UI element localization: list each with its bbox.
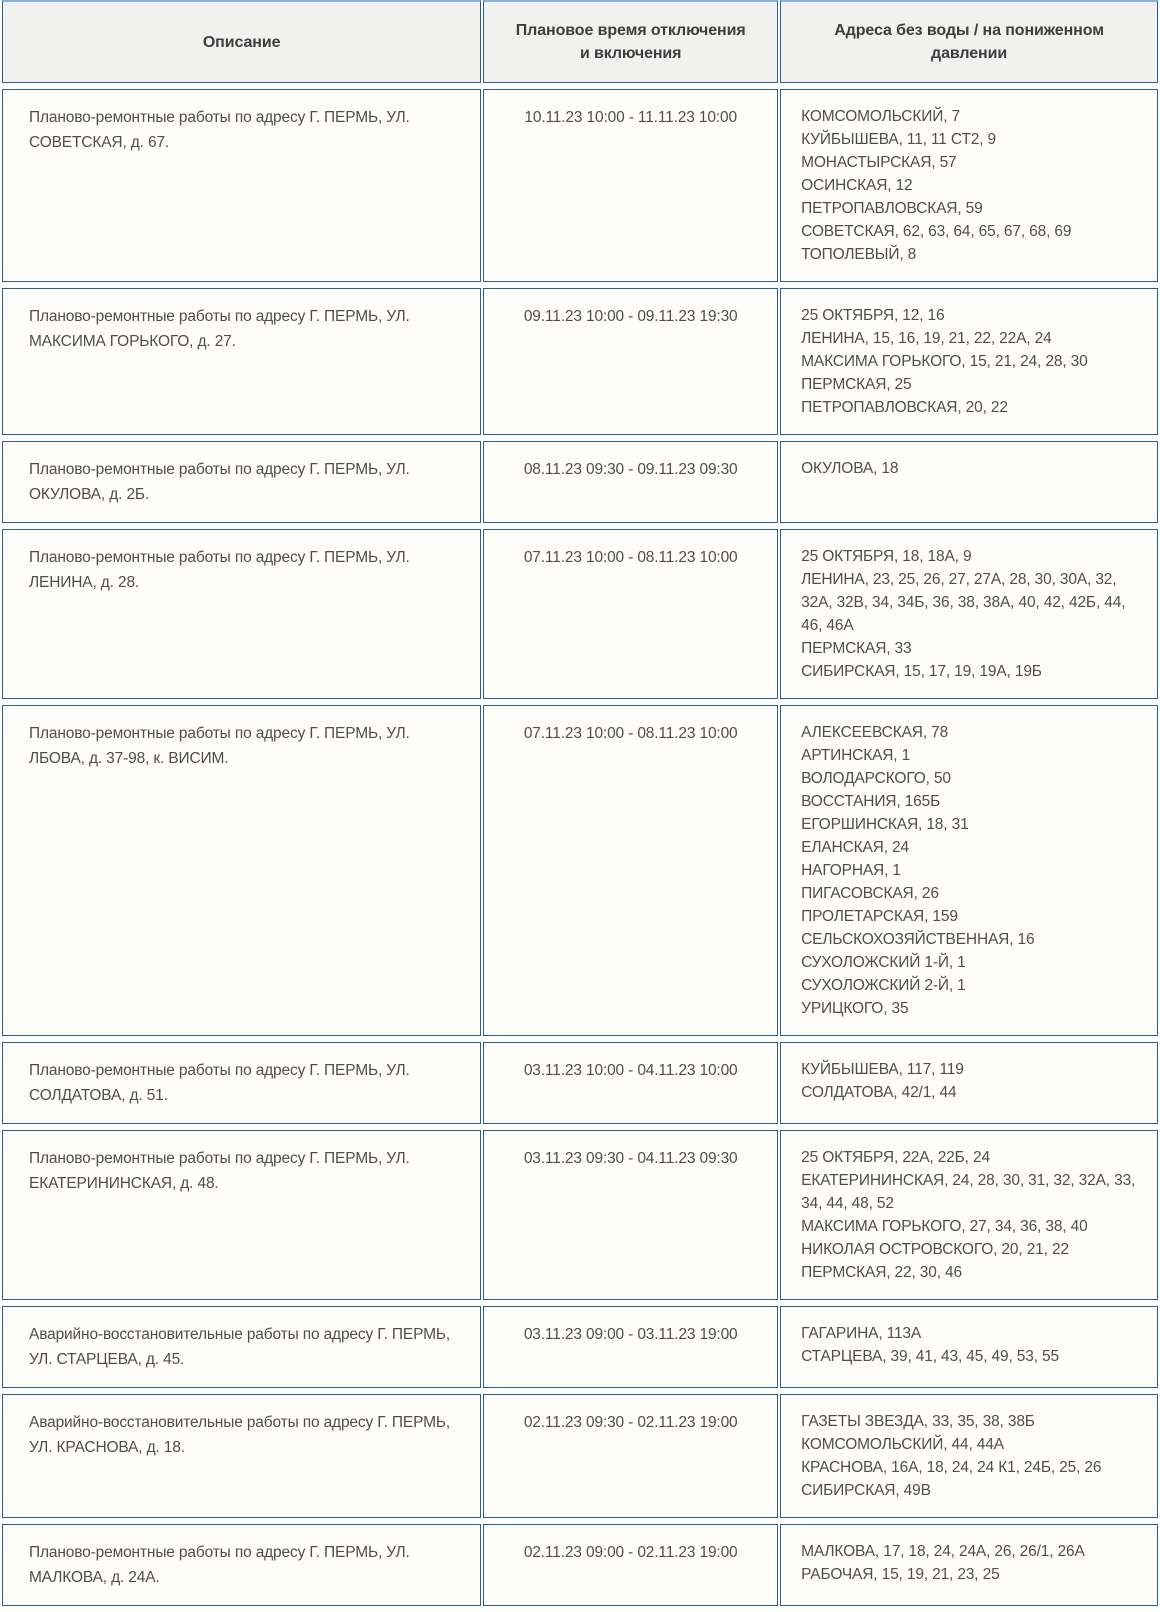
column-header-time: Плановое время отключения и включения	[483, 0, 778, 83]
outage-description: Аварийно-восстановительные работы по адресу Г. ПЕРМЬ, УЛ. СТАРЦЕВА, д. 45.	[2, 1306, 481, 1388]
address-line: ВОССТАНИЯ, 165Б	[801, 793, 941, 810]
outage-description: Планово-ремонтные работы по адресу Г. ПЕРМЬ, УЛ. МАКСИМА ГОРЬКОГО, д. 27.	[2, 288, 481, 435]
address-line: АРТИНСКАЯ, 1	[801, 747, 911, 764]
outage-row	[2, 1130, 1158, 1300]
column-header-description: Описание	[2, 0, 481, 83]
address-line: АЛЕКСЕЕВСКАЯ, 78	[801, 724, 949, 741]
outage-row	[2, 89, 1158, 282]
outage-description: Аварийно-восстановительные работы по адресу Г. ПЕРМЬ, УЛ. КРАСНОВА, д. 18.	[2, 1394, 481, 1518]
outage-row	[2, 1394, 1158, 1518]
address-line: КРАСНОВА, 16А, 18, 24, 24 К1, 24Б, 25, 26	[801, 1459, 1102, 1476]
address-line: ЛЕНИНА, 23, 25, 26, 27, 27А, 28, 30, 30А, 32, 32А, 32В, 34, 34Б, 36, 38, 38А, 40, 42, 42Б, 44, 46, 46А	[801, 571, 1126, 634]
address-line: ПЕРМСКАЯ, 25	[801, 376, 912, 393]
header-row	[2, 0, 1158, 83]
outage-row	[2, 705, 1158, 1036]
address-line: ВОЛОДАРСКОГО, 50	[801, 770, 951, 787]
outage-description: Планово-ремонтные работы по адресу Г. ПЕРМЬ, УЛ. ЛЕНИНА, д. 28.	[2, 529, 481, 699]
table-body	[2, 89, 1158, 1606]
outage-description: Планово-ремонтные работы по адресу Г. ПЕРМЬ, УЛ. ЛБОВА, д. 37-98, к. ВИСИМ.	[2, 705, 481, 1036]
address-line: МАКСИМА ГОРЬКОГО, 27, 34, 36, 38, 40	[801, 1218, 1088, 1235]
outage-address-list	[780, 288, 1158, 435]
address-line: 25 ОКТЯБРЯ, 12, 16	[801, 307, 945, 324]
address-line: ГАЗЕТЫ ЗВЕЗДА, 33, 35, 38, 38Б	[801, 1413, 1035, 1430]
outage-time-range: 10.11.23 10:00 - 11.11.23 10:00	[483, 89, 778, 282]
outage-row	[2, 1306, 1158, 1388]
outage-description: Планово-ремонтные работы по адресу Г. ПЕРМЬ, УЛ. ОКУЛОВА, д. 2Б.	[2, 441, 481, 523]
address-line: СУХОЛОЖСКИЙ 2-Й, 1	[801, 977, 966, 994]
outage-time-range: 02.11.23 09:00 - 02.11.23 19:00	[483, 1524, 778, 1606]
outage-address-list	[780, 441, 1158, 523]
address-line: ПИГАСОВСКАЯ, 26	[801, 885, 939, 902]
outage-time-range: 02.11.23 09:30 - 02.11.23 19:00	[483, 1394, 778, 1518]
address-line: НАГОРНАЯ, 1	[801, 862, 901, 879]
outage-time-range: 07.11.23 10:00 - 08.11.23 10:00	[483, 529, 778, 699]
address-line: ОСИНСКАЯ, 12	[801, 177, 913, 194]
address-line: ПЕРМСКАЯ, 22, 30, 46	[801, 1264, 962, 1281]
outage-address-list	[780, 1394, 1158, 1518]
outage-address-list	[780, 1130, 1158, 1300]
outage-description: Планово-ремонтные работы по адресу Г. ПЕРМЬ, УЛ. СОЛДАТОВА, д. 51.	[2, 1042, 481, 1124]
address-line: КОМСОМОЛЬСКИЙ, 7	[801, 108, 960, 125]
outage-description: Планово-ремонтные работы по адресу Г. ПЕРМЬ, УЛ. СОВЕТСКАЯ, д. 67.	[2, 89, 481, 282]
address-line: КУЙБЫШЕВА, 11, 11 СТ2, 9	[801, 131, 997, 148]
outage-time-range: 08.11.23 09:30 - 09.11.23 09:30	[483, 441, 778, 523]
address-line: 25 ОКТЯБРЯ, 22А, 22Б, 24	[801, 1149, 990, 1166]
address-line: СЕЛЬСКОХОЗЯЙСТВЕННАЯ, 16	[801, 931, 1035, 948]
address-line: ЕЛАНСКАЯ, 24	[801, 839, 909, 856]
address-line: МАКСИМА ГОРЬКОГО, 15, 21, 24, 28, 30	[801, 353, 1088, 370]
address-line: СИБИРСКАЯ, 49В	[801, 1482, 931, 1499]
address-line: 25 ОКТЯБРЯ, 18, 18А, 9	[801, 548, 972, 565]
address-line: ЛЕНИНА, 15, 16, 19, 21, 22, 22А, 24	[801, 330, 1052, 347]
outage-row	[2, 1042, 1158, 1124]
address-line: НИКОЛАЯ ОСТРОВСКОГО, 20, 21, 22	[801, 1241, 1069, 1258]
outage-address-list	[780, 1306, 1158, 1388]
outage-description: Планово-ремонтные работы по адресу Г. ПЕРМЬ, УЛ. ЕКАТЕРИНИНСКАЯ, д. 48.	[2, 1130, 481, 1300]
address-line: КУЙБЫШЕВА, 117, 119	[801, 1061, 964, 1078]
outage-address-list	[780, 1042, 1158, 1124]
address-line: РАБОЧАЯ, 15, 19, 21, 23, 25	[801, 1566, 1000, 1583]
address-line: УРИЦКОГО, 35	[801, 1000, 909, 1017]
address-line: КОМСОМОЛЬСКИЙ, 44, 44А	[801, 1436, 1004, 1453]
outage-time-range: 07.11.23 10:00 - 08.11.23 10:00	[483, 705, 778, 1036]
address-line: СУХОЛОЖСКИЙ 1-Й, 1	[801, 954, 966, 971]
outage-address-list	[780, 89, 1158, 282]
outage-row	[2, 288, 1158, 435]
address-line: ПЕТРОПАВЛОВСКАЯ, 59	[801, 200, 983, 217]
address-line: ГАГАРИНА, 113А	[801, 1325, 922, 1342]
outage-time-range: 09.11.23 10:00 - 09.11.23 19:30	[483, 288, 778, 435]
outage-row	[2, 441, 1158, 523]
outage-description: Планово-ремонтные работы по адресу Г. ПЕРМЬ, УЛ. МАЛКОВА, д. 24А.	[2, 1524, 481, 1606]
address-line: СТАРЦЕВА, 39, 41, 43, 45, 49, 53, 55	[801, 1348, 1059, 1365]
address-line: ПРОЛЕТАРСКАЯ, 159	[801, 908, 958, 925]
address-line: МАЛКОВА, 17, 18, 24, 24А, 26, 26/1, 26А	[801, 1543, 1085, 1560]
address-line: ЕГОРШИНСКАЯ, 18, 31	[801, 816, 969, 833]
address-line: ЕКАТЕРИНИНСКАЯ, 24, 28, 30, 31, 32, 32А, 33, 34, 44, 48, 52	[801, 1172, 1136, 1212]
outage-address-list	[780, 705, 1158, 1036]
outage-time-range: 03.11.23 10:00 - 04.11.23 10:00	[483, 1042, 778, 1124]
address-line: ПЕРМСКАЯ, 33	[801, 640, 912, 657]
outage-row	[2, 529, 1158, 699]
outage-time-range: 03.11.23 09:00 - 03.11.23 19:00	[483, 1306, 778, 1388]
address-line: СОЛДАТОВА, 42/1, 44	[801, 1084, 957, 1101]
address-line: СОВЕТСКАЯ, 62, 63, 64, 65, 67, 68, 69	[801, 223, 1072, 240]
address-line: МОНАСТЫРСКАЯ, 57	[801, 154, 957, 171]
address-line: ОКУЛОВА, 18	[801, 460, 899, 477]
column-header-addresses: Адреса без воды / на пониженном давлении	[780, 0, 1158, 83]
outage-address-list	[780, 529, 1158, 699]
address-line: ТОПОЛЕВЫЙ, 8	[801, 246, 917, 263]
outage-time-range: 03.11.23 09:30 - 04.11.23 09:30	[483, 1130, 778, 1300]
address-line: СИБИРСКАЯ, 15, 17, 19, 19А, 19Б	[801, 663, 1042, 680]
address-line: ПЕТРОПАВЛОВСКАЯ, 20, 22	[801, 399, 1008, 416]
